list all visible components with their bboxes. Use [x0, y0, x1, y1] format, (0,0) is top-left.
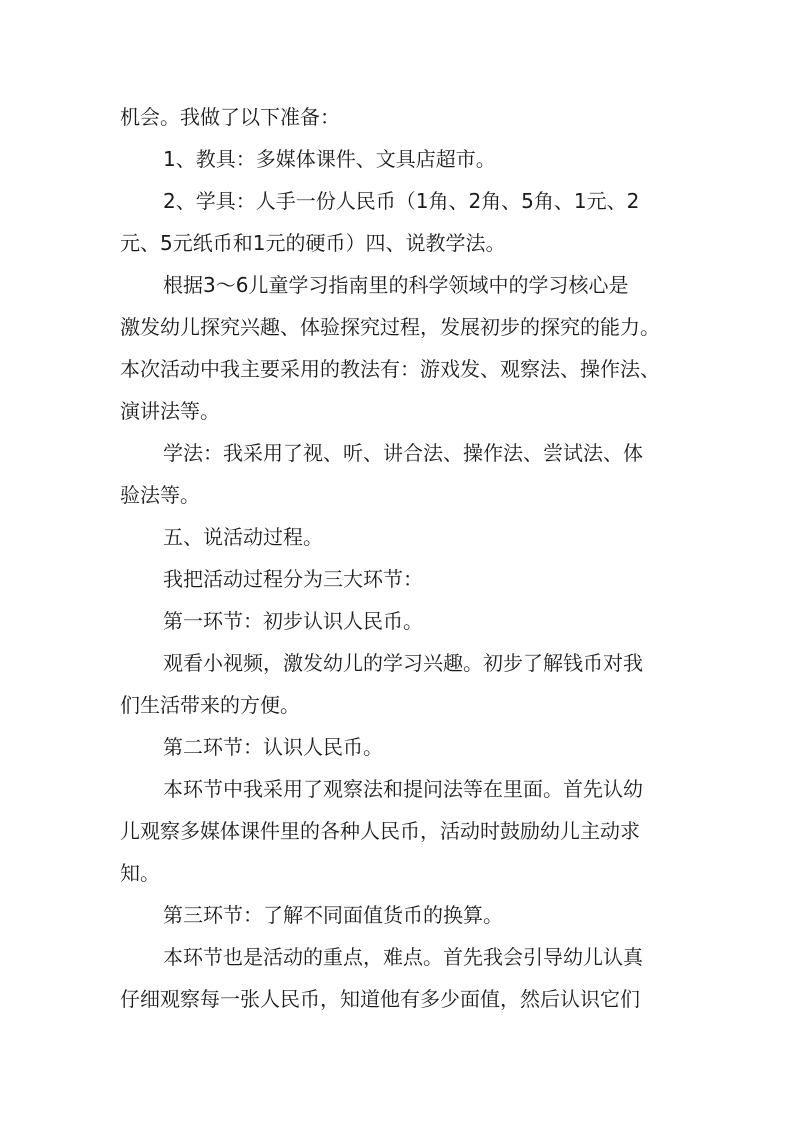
text-line: 本环节中我采用了观察法和提问法等在里面。首先认幼 [163, 777, 643, 801]
text-line: 激发幼儿探究兴趣、体验探究过程，发展初步的探究的能力。 [120, 315, 660, 339]
text-line: 验法等。 [120, 483, 200, 507]
text-line: 机会。我做了以下准备： [120, 105, 340, 129]
text-line: 知。 [120, 861, 160, 885]
text-line: 演讲法等。 [120, 399, 220, 423]
text-line: 2、学具：人手一份人民币（1角、2角、5角、1元、2 [163, 189, 640, 213]
step-heading: 第三环节：了解不同面值货币的换算。 [163, 903, 503, 927]
text-line: 根据3～6儿童学习指南里的科学领域中的学习核心是 [163, 273, 629, 297]
text-line: 仔细观察每一张人民币，知道他有多少面值，然后认识它们 [120, 987, 640, 1011]
text-line: 儿观察多媒体课件里的各种人民币，活动时鼓励幼儿主动求 [120, 819, 640, 843]
text-line: 学法：我采用了视、听、讲合法、操作法、尝试法、体 [163, 441, 643, 465]
step-heading: 第二环节：认识人民币。 [163, 735, 383, 759]
text-line: 本次活动中我主要采用的教法有：游戏发、观察法、操作法、 [120, 357, 660, 381]
text-line: 元、5元纸币和1元的硬币）四、说教学法。 [120, 231, 506, 255]
text-line: 1、教具：多媒体课件、文具店超市。 [163, 147, 496, 171]
section-heading: 五、说活动过程。 [163, 525, 323, 549]
text-line: 们生活带来的方便。 [120, 693, 300, 717]
text-line: 我把活动过程分为三大环节： [163, 567, 423, 591]
text-line: 观看小视频，激发幼儿的学习兴趣。初步了解钱币对我 [163, 651, 643, 675]
step-heading: 第一环节：初步认识人民币。 [163, 609, 423, 633]
text-line: 本环节也是活动的重点，难点。首先我会引导幼儿认真 [163, 945, 643, 969]
